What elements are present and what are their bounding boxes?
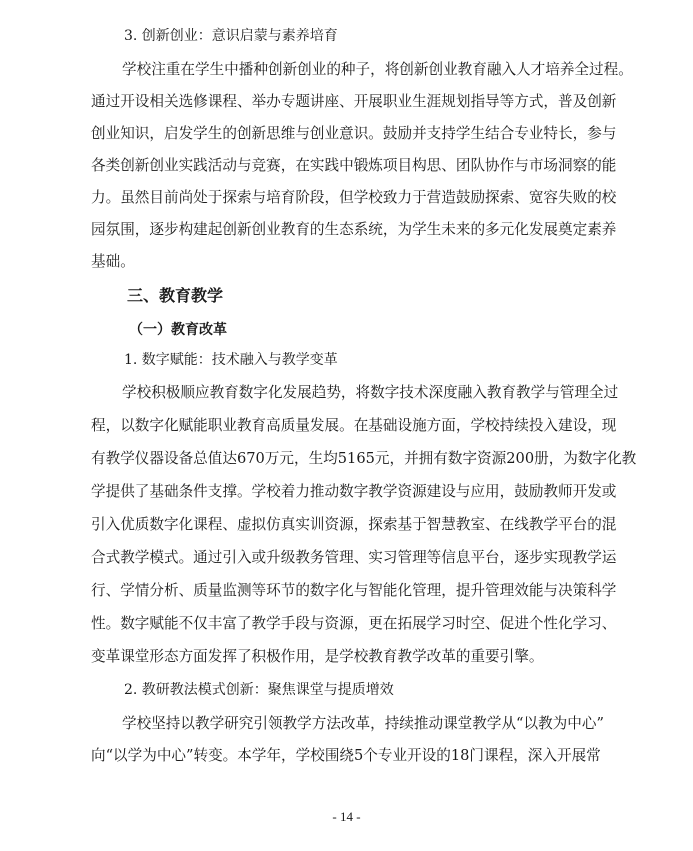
digital-line-1: 学校积极顺应教育数字化发展趋势，将数字技术深度融入教育教学与管理全过 xyxy=(122,384,619,401)
digital-line-4: 学提供了基础条件支撑。学校着力推动数字教学资源建设与应用，鼓励教师开发或 xyxy=(91,483,617,500)
digital-line-5: 引入优质数字化课程、虚拟仿真实训资源，探索基于智慧教室、在线教学平台的混 xyxy=(91,516,617,533)
innovation-line-4: 各类创新创业实践活动与竞赛，在实践中锻炼项目构思、团队协作与市场洞察的能 xyxy=(91,157,617,174)
section-heading-teaching: 三、教育教学 xyxy=(127,286,224,305)
innovation-line-6: 园氛围，逐步构建起创新创业教育的生态系统，为学生未来的多元化发展奠定素养 xyxy=(91,221,617,238)
innovation-line-7: 基础。 xyxy=(91,253,135,270)
research-line-2: 向“以学为中心”转变。本学年，学校围绕5个专业开设的18门课程，深入开展常 xyxy=(91,747,601,764)
innovation-line-3: 创业知识，启发学生的创新思维与创业意识。鼓励并支持学生结合专业特长，参与 xyxy=(91,125,617,142)
innovation-heading: 3. 创新创业：意识启蒙与素养培育 xyxy=(124,28,338,44)
subsection-heading-reform: （一）教育改革 xyxy=(129,322,227,338)
digital-line-9: 变革课堂形态方面发挥了积极作用，是学校教育教学改革的重要引擎。 xyxy=(91,648,544,665)
digital-line-8: 性。数字赋能不仅丰富了教学手段与资源，更在拓展学习时空、促进个性化学习、 xyxy=(91,615,617,632)
digital-line-6: 合式教学模式。通过引入或升级教务管理、实习管理等信息平台，逐步实现教学运 xyxy=(91,549,617,566)
innovation-line-5: 力。虽然目前尚处于探索与培育阶段，但学校致力于营造鼓励探索、宽容失败的校 xyxy=(91,189,617,206)
innovation-line-2: 通过开设相关选修课程、举办专题讲座、开展职业生涯规划指导等方式，普及创新 xyxy=(91,93,617,110)
innovation-line-1: 学校注重在学生中播种创新创业的种子，将创新创业教育融入人才培养全过程。 xyxy=(122,61,633,78)
digital-line-2: 程，以数字化赋能职业教育高质量发展。在基础设施方面，学校持续投入建设，现 xyxy=(91,417,617,434)
digital-line-3: 有教学仪器设备总值达670万元，生均5165元，并拥有数字资源200册，为数字化教 xyxy=(91,450,637,467)
research-line-1: 学校坚持以教学研究引领教学方法改革，持续推动课堂教学从“以教为中心” xyxy=(122,715,604,732)
digital-heading: 1. 数字赋能：技术融入与教学变革 xyxy=(124,352,338,368)
research-heading: 2. 教研教法模式创新：聚焦课堂与提质增效 xyxy=(124,682,394,698)
page-number: - 14 - xyxy=(332,809,361,824)
digital-line-7: 行、学情分析、质量监测等环节的数字化与智能化管理，提升管理效能与决策科学 xyxy=(91,582,617,599)
